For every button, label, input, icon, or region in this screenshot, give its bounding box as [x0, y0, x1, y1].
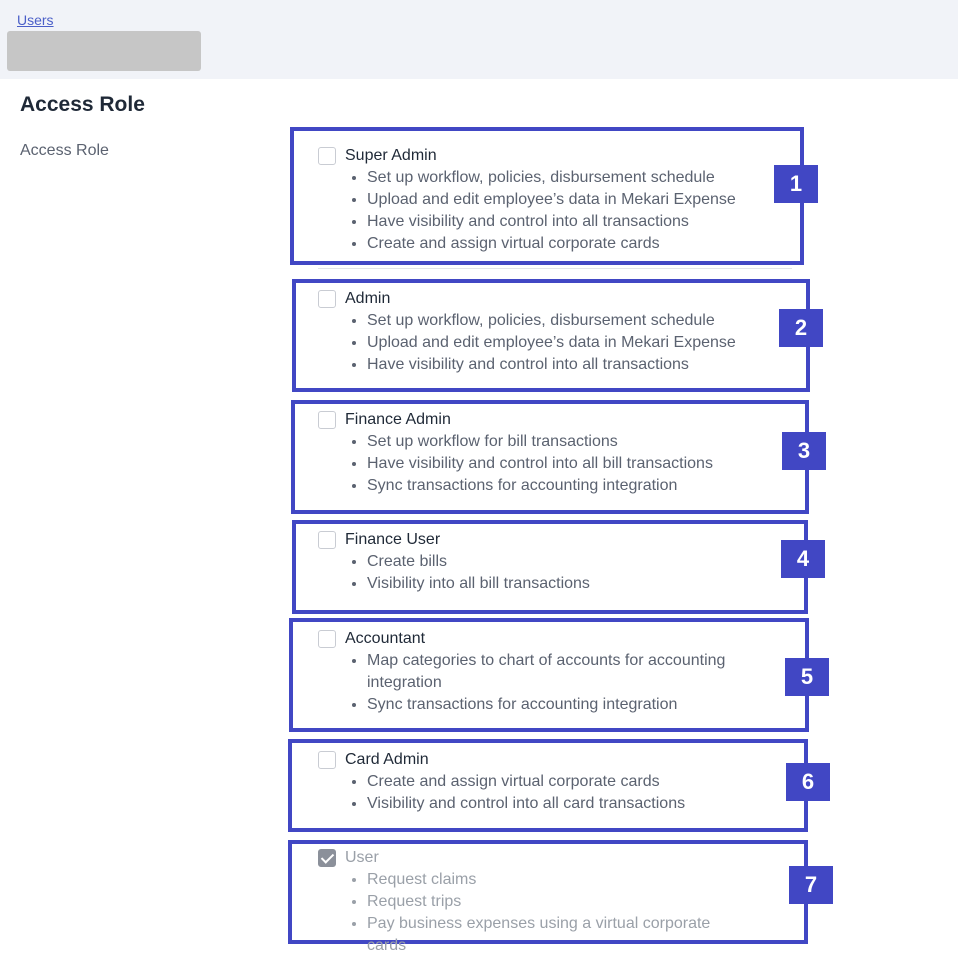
super-admin-checkbox[interactable]: [318, 147, 336, 165]
role-option-finance-user[interactable]: [318, 529, 738, 595]
page-title: Access Role: [20, 93, 145, 116]
user-name-placeholder: [7, 31, 201, 71]
user-checkbox-checked: [318, 849, 336, 867]
role-permission-item: • Set up workflow for bill transactions: [367, 431, 738, 453]
role-name: Finance Admin: [345, 411, 451, 428]
role-name: Card Admin: [345, 751, 429, 768]
role-option-finance-admin[interactable]: [318, 409, 738, 497]
role-permission-item: • Request trips: [367, 891, 738, 913]
annotation-badge-2: 2: [779, 309, 823, 347]
role-permission-item: • Create and assign virtual corporate cards: [367, 233, 738, 255]
role-permission-item: • Visibility into all bill transactions: [367, 573, 738, 595]
role-option-super-admin[interactable]: [318, 145, 738, 255]
role-permission-item: • Have visibility and control into all transactions: [367, 354, 738, 376]
finance-admin-checkbox[interactable]: [318, 411, 336, 429]
role-permission-item: • Sync transactions for accounting integration: [367, 475, 738, 497]
card-admin-checkbox[interactable]: [318, 751, 336, 769]
top-header: [0, 0, 958, 79]
admin-checkbox[interactable]: [318, 290, 336, 308]
breadcrumb-users-link[interactable]: Users: [17, 12, 54, 28]
annotation-badge-5: 5: [785, 658, 829, 696]
role-name: Super Admin: [345, 147, 437, 164]
access-role-label: Access Role: [20, 142, 109, 159]
accountant-checkbox[interactable]: [318, 630, 336, 648]
role-name: Accountant: [345, 630, 426, 647]
role-permission-item: • Create and assign virtual corporate cards: [367, 771, 738, 793]
role-permission-item: • Sync transactions for accounting integration: [367, 694, 728, 716]
role-permission-item: • Set up workflow, policies, disbursement schedule: [367, 310, 738, 332]
finance-user-checkbox[interactable]: [318, 531, 336, 549]
role-permission-item: • Create bills: [367, 551, 738, 573]
annotation-badge-6: 6: [786, 763, 830, 801]
role-permission-item: • Pay business expenses using a virtual corporate cards: [367, 913, 738, 957]
role-option-admin[interactable]: [318, 288, 738, 376]
role-permission-item: • Set up workflow, policies, disbursement schedule: [367, 167, 738, 189]
role-permission-item: • Map categories to chart of accounts for accounting integration: [367, 650, 728, 694]
role-name: User: [345, 849, 379, 866]
role-option-accountant[interactable]: [318, 628, 728, 716]
role-option-user: [318, 847, 738, 957]
annotation-badge-4: 4: [781, 540, 825, 578]
role-permission-item: • Have visibility and control into all bill transactions: [367, 453, 738, 475]
divider: [318, 268, 792, 269]
role-option-card-admin[interactable]: [318, 749, 738, 815]
role-permission-item: • Have visibility and control into all transactions: [367, 211, 738, 233]
role-permission-item: • Request claims: [367, 869, 738, 891]
annotation-badge-3: 3: [782, 432, 826, 470]
annotation-badge-7: 7: [789, 866, 833, 904]
annotation-badge-1: 1: [774, 165, 818, 203]
role-name: Finance User: [345, 531, 441, 548]
role-permission-item: • Upload and edit employee’s data in Mekari Expense: [367, 189, 738, 211]
role-name: Admin: [345, 290, 391, 307]
role-permission-item: • Upload and edit employee’s data in Mekari Expense: [367, 332, 738, 354]
role-permission-item: • Visibility and control into all card transactions: [367, 793, 738, 815]
